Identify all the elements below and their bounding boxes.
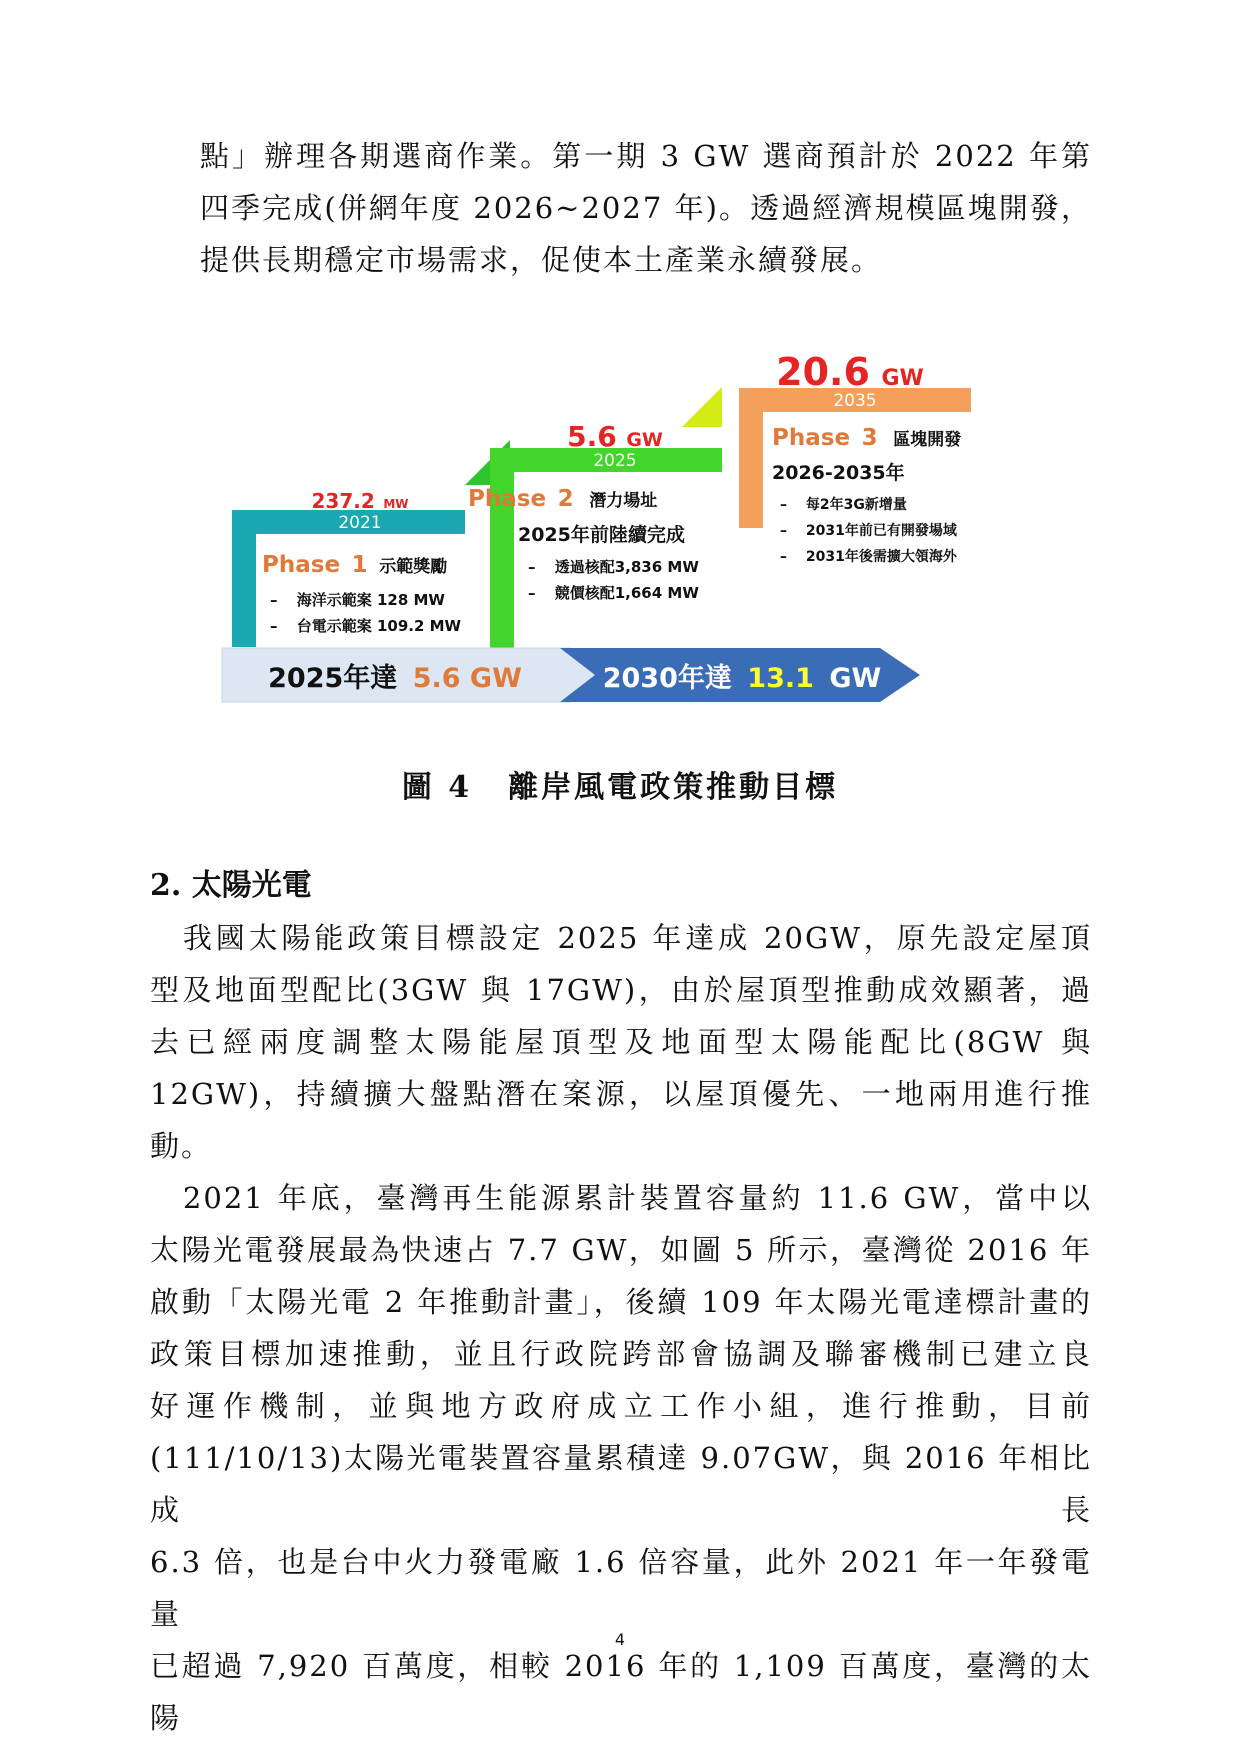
phase2-item: 透過核配3,836 MW: [554, 558, 699, 576]
section-paragraph-2: [150, 1172, 1092, 1744]
phase3-bullet: – 每2年3G新增量: [780, 497, 907, 513]
intro-line: 四季完成(併網年度 2026~2027 年)。透過經濟規模區塊開發，: [200, 191, 1092, 225]
arrow-2030-prefix: 2030年達: [602, 663, 732, 694]
phase2-amount: [567, 420, 663, 453]
intro-line: 提供長期穩定市場需求，促使本土產業永續發展。: [200, 243, 883, 277]
section-paragraph-1: [150, 912, 1092, 1172]
offshore-wind-policy-figure: [220, 345, 1030, 725]
paragraph-line: (111/10/13)太陽光電裝置容量累積達 9.07GW，與 2016 年相比成長: [150, 1441, 1092, 1527]
paragraph-line: 已超過 7,920 百萬度，相較 2016 年的 1,109 百萬度，臺灣的太陽: [150, 1649, 1092, 1735]
paragraph-line: 2021 年底，臺灣再生能源累計裝置容量約 11.6 GW，當中以: [150, 1181, 1092, 1215]
phase1-num: 1: [351, 552, 368, 578]
paragraph-line: 啟動「太陽光電 2 年推動計畫」，後續 109 年太陽光電達標計畫的: [150, 1285, 1092, 1319]
figure-caption-text: 離岸風電政策推動目標: [508, 770, 839, 805]
arrow-2030-suffix: GW: [829, 663, 882, 694]
intro-paragraph: [200, 130, 1092, 286]
phase2-amount-unit: GW: [626, 429, 663, 451]
phase2-num: 2: [557, 486, 574, 512]
arrow-2025-value: 5.6 GW: [412, 663, 522, 694]
phase3-amount: [776, 350, 924, 394]
phase2-title: 潛力場址: [589, 491, 658, 511]
phase3-word: Phase: [772, 425, 851, 451]
phase3-stem: [739, 388, 763, 528]
paragraph-line: 我國太陽能政策目標設定 2025 年達成 20GW，原先設定屋頂: [150, 921, 1092, 955]
phase2-heading: [468, 486, 657, 512]
phase2-year: 2025: [593, 451, 637, 471]
phase2-word: Phase: [468, 486, 547, 512]
phase3-bullet: – 2031年後需擴大領海外: [780, 549, 957, 565]
phase3-item: 2031年前已有開發場域: [805, 523, 957, 539]
phase1-word: Phase: [262, 552, 341, 578]
figure-caption-label: 圖 4: [401, 770, 473, 805]
phase1-heading: [262, 552, 447, 578]
phase3-item: 每2年3G新增量: [805, 497, 907, 513]
phase1-bullet: – 海洋示範案 128 MW: [270, 591, 445, 609]
intro-line: 點」辦理各期選商作業。第一期 3 GW 選商預計於 2022 年第: [200, 139, 1092, 173]
phase1-amount-value: 237.2: [311, 489, 375, 513]
arrow-2030-value: 13.1: [747, 663, 814, 694]
phase2-stem: [490, 448, 514, 648]
arrow-2025-prefix: 2025年達: [268, 663, 398, 694]
phase3-bullet: – 2031年前已有開發場域: [780, 523, 957, 539]
phase3-amount-value: 20.6: [776, 350, 870, 394]
phase3-subtitle: 2026-2035年: [772, 462, 905, 484]
phase3-year: 2035: [833, 391, 877, 411]
phase2-amount-value: 5.6: [567, 420, 617, 453]
phase1-amount: [311, 489, 408, 513]
paragraph-line: 去已經兩度調整太陽能屋頂型及地面型太陽能配比(8GW 與: [150, 1025, 1092, 1059]
phase1-title: 示範獎勵: [379, 557, 448, 577]
phase2-bullet: – 競價核配1,664 MW: [528, 584, 699, 602]
phase3-title: 區塊開發: [893, 430, 962, 450]
phase1-bullet: – 台電示範案 109.2 MW: [270, 617, 462, 635]
phase3-item: 2031年後需擴大領海外: [805, 549, 957, 565]
paragraph-line: 好運作機制，並與地方政府成立工作小組，進行推動，目前: [150, 1389, 1092, 1423]
phase3-amount-unit: GW: [881, 366, 924, 391]
section-heading: 2. 太陽光電: [150, 868, 312, 903]
phase1-item: 海洋示範案 128 MW: [296, 591, 445, 609]
paragraph-line: 型及地面型配比(3GW 與 17GW)，由於屋頂型推動成效顯著，過: [150, 973, 1092, 1007]
phase1-amount-unit: MW: [383, 497, 409, 511]
phase3-num: 3: [861, 425, 878, 451]
page-number: 4: [614, 1630, 626, 1649]
arrow-2025-label: [268, 662, 522, 694]
paragraph-line: 政策目標加速推動，並且行政院跨部會協調及聯審機制已建立良: [150, 1337, 1092, 1371]
paragraph-line: 6.3 倍，也是台中火力發電廠 1.6 倍容量，此外 2021 年一年發電量: [150, 1545, 1092, 1631]
phase1-year: 2021: [338, 513, 382, 533]
paragraph-line: 太陽光電發展最為快速占 7.7 GW，如圖 5 所示，臺灣從 2016 年: [150, 1233, 1092, 1267]
paragraph-line: 12GW)，持續擴大盤點潛在案源，以屋頂優先、一地兩用進行推: [150, 1077, 1092, 1111]
figure-caption: [0, 762, 1240, 806]
paragraph-line: 動。: [150, 1129, 213, 1163]
phase1-item: 台電示範案 109.2 MW: [296, 617, 462, 635]
phase2-bullet: – 透過核配3,836 MW: [528, 558, 699, 576]
phase2-item: 競價核配1,664 MW: [554, 584, 699, 602]
phase3-heading: [772, 425, 961, 451]
phase2-triangle: [682, 387, 722, 427]
phase2-subtitle: 2025年前陸續完成: [518, 524, 685, 546]
phase1-stem: [232, 510, 256, 647]
